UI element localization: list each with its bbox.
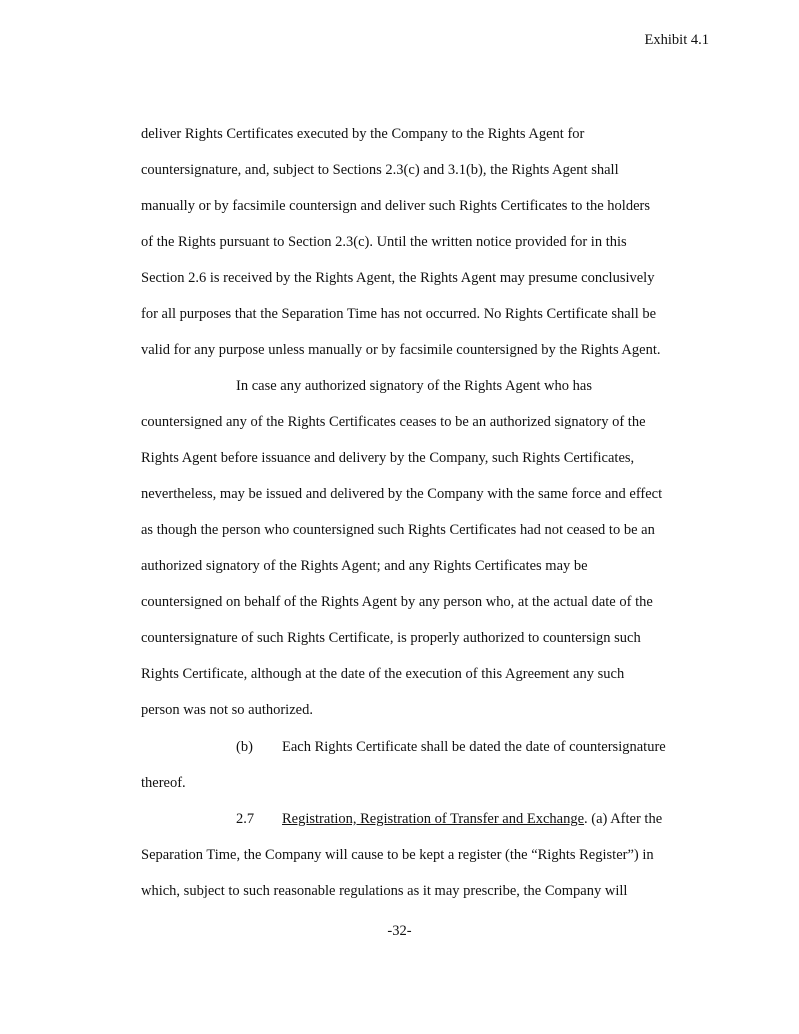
section-2-7-heading-line [236,809,662,829]
page-number: -32- [387,923,412,939]
body-line: which, subject to such reasonable regulations as it may prescribe, the Company will [141,883,628,899]
section-heading-tail: . (a) After the [584,811,663,827]
body-line: person was not so authorized. [141,702,313,718]
subsection-b-line [236,737,666,757]
exhibit-label: Exhibit 4.1 [644,32,709,48]
body-line: thereof. [141,775,186,791]
body-line: deliver Rights Certificates executed by the Company to the Rights Agent for [141,126,585,142]
subsection-number: (b) [236,739,253,755]
body-line: Rights Certificate, although at the date of the execution of this Agreement any such [141,666,625,682]
body-line: nevertheless, may be issued and delivered by the Company with the same force and effect [141,486,663,502]
body-line: manually or by facsimile countersign and deliver such Rights Certificates to the holders [141,198,650,214]
body-line: In case any authorized signatory of the Rights Agent who has [236,378,592,394]
section-heading: Registration, Registration of Transfer and Exchange [282,811,585,827]
body-line: of the Rights pursuant to Section 2.3(c). Until the written notice provided for in this [141,234,627,250]
body-line: countersigned any of the Rights Certificates ceases to be an authorized signatory of the [141,414,646,430]
body-line: valid for any purpose unless manually or by facsimile countersigned by the Rights Agent. [141,342,661,358]
body-line: Rights Agent before issuance and delivery by the Company, such Rights Certificates, [141,450,635,466]
section-number: 2.7 [236,811,255,827]
body-line: authorized signatory of the Rights Agent; and any Rights Certificates may be [141,558,588,574]
body-line: countersignature, and, subject to Sections 2.3(c) and 3.1(b), the Rights Agent shall [141,162,619,178]
body-line: Section 2.6 is received by the Rights Agent, the Rights Agent may presume conclusively [141,270,655,286]
body-line: for all purposes that the Separation Time has not occurred. No Rights Certificate shall be [141,306,657,322]
body-line: as though the person who countersigned such Rights Certificates had not ceased to be an [141,522,655,538]
body-line: Separation Time, the Company will cause to be kept a register (the “Rights Register”) in [141,847,654,863]
body-line: countersigned on behalf of the Rights Agent by any person who, at the actual date of the [141,594,653,610]
subsection-text: Each Rights Certificate shall be dated the date of countersignature [282,739,666,755]
body-line: countersignature of such Rights Certificate, is properly authorized to countersign such [141,630,641,646]
